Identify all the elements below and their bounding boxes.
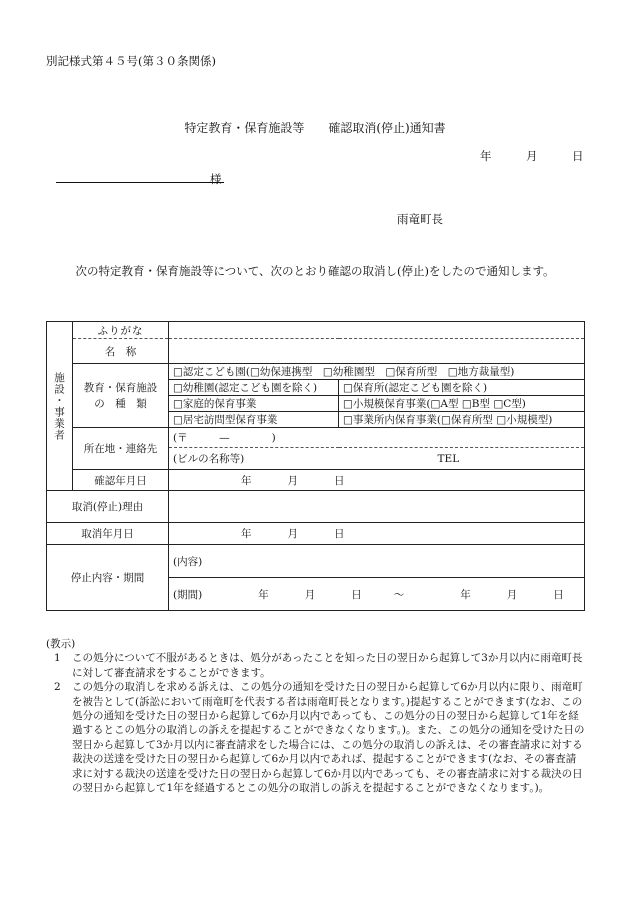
suspension-content-field[interactable]: [169, 545, 585, 578]
cancel-reason-field[interactable]: [169, 491, 585, 523]
name-field[interactable]: [169, 339, 585, 364]
suspension-period-field[interactable]: (期間) 年 月 日 ～ 年 月 日: [169, 578, 585, 611]
building-label: (ビルの名称等): [173, 453, 245, 465]
tel-label: TEL: [437, 453, 460, 465]
intro-text: 次の特定教育・保育施設等について、次のとおり確認の取消し(停止)をしたので通知します。: [75, 264, 555, 278]
type-option-katei[interactable]: □家庭的保育事業: [169, 396, 339, 412]
notes-heading: (教示): [46, 638, 76, 650]
type-option-yochien[interactable]: □幼稚園(認定こども園を除く): [169, 380, 339, 396]
content-label: (内容): [173, 555, 203, 568]
form-id: 別記様式第４５号(第３０条関係): [46, 54, 216, 68]
date-day-label: 日: [572, 149, 584, 163]
section-label: 施設・事業者: [47, 322, 73, 491]
suspension-label: 停止内容・期間: [47, 545, 169, 611]
type-option-nintei[interactable]: □認定こども園(□幼保連携型 □幼稚園型 □保育所型 □地方裁量型): [169, 364, 585, 380]
notice-table: [46, 321, 585, 611]
furigana-label: ふりがな: [73, 322, 169, 339]
document-title: 特定教育・保育施設等 確認取消(停止)通知書: [184, 121, 446, 135]
date-month-label: 月: [526, 149, 538, 163]
furigana-field[interactable]: [169, 322, 585, 339]
date-year-label: 年: [480, 149, 492, 163]
cancel-date-field[interactable]: 年 月 日: [169, 523, 585, 545]
notes: [46, 637, 586, 795]
type-option-jigyosho[interactable]: □事業所内保育事業(□保育所型 □小規模型): [339, 412, 585, 428]
type-option-shokibo[interactable]: □小規模保育事業(□A型 □B型 □C型): [339, 396, 585, 412]
note-item: 2 この処分の取消しを求める訴えは、この処分の通知を受けた日の翌日から起算して6か月以内に限り、雨竜町を被告として(訴訟において雨竜町を代表する者は雨竜町長となります。)提起することができます(なお、この処分の通知を受けた日の翌日から起算して6か月以内であっても、この処分の日の翌日から起算して1年を経過するとこの処分の取消しの訴えを提起することができなくなります。)。また、この処分の通知を受けた日の翌日から起算して3か月以内に審査請求をした場合には、この処分の取消しの訴えは、その審査請求に対する裁決の送達を受けた日の翌日から起算して6か月以内であれば、提起することができます(なお、その審査請求に対する裁決の送達を受けた日の翌日から起算して6か月以内であっても、その審査請求に対する裁決の日の翌日から起算して1年を経過するとこの処分の取消しの訴えを提起することができなくなります。)。: [54, 681, 585, 795]
address-label: 所在地・連絡先: [73, 428, 169, 470]
facility-type-label: 教育・保育施設 の 種 類: [73, 364, 169, 428]
confirm-date-field[interactable]: 年 月 日: [169, 470, 585, 491]
cancel-date-label: 取消年月日: [47, 523, 169, 545]
issuer: 雨竜町長: [397, 212, 443, 226]
note-item: 1 この処分について不服があるときは、処分があったことを知った日の翌日から起算して3か月以内に雨竜町長に対して審査請求をすることができます。: [54, 652, 583, 679]
cancel-reason-label: 取消(停止)理由: [47, 491, 169, 523]
building-field[interactable]: [169, 448, 585, 470]
period-label: (期間): [173, 588, 203, 601]
postal-field[interactable]: (〒 — ): [169, 428, 585, 448]
type-option-hoikusho[interactable]: □保育所(認定こども園を除く): [339, 380, 585, 396]
type-option-kyotaku[interactable]: □居宅訪問型保育事業: [169, 412, 339, 428]
addressee-suffix: 様: [210, 172, 222, 186]
confirm-date-label: 確認年月日: [73, 470, 169, 491]
name-label: 名 称: [73, 339, 169, 364]
addressee-line[interactable]: [56, 182, 224, 183]
